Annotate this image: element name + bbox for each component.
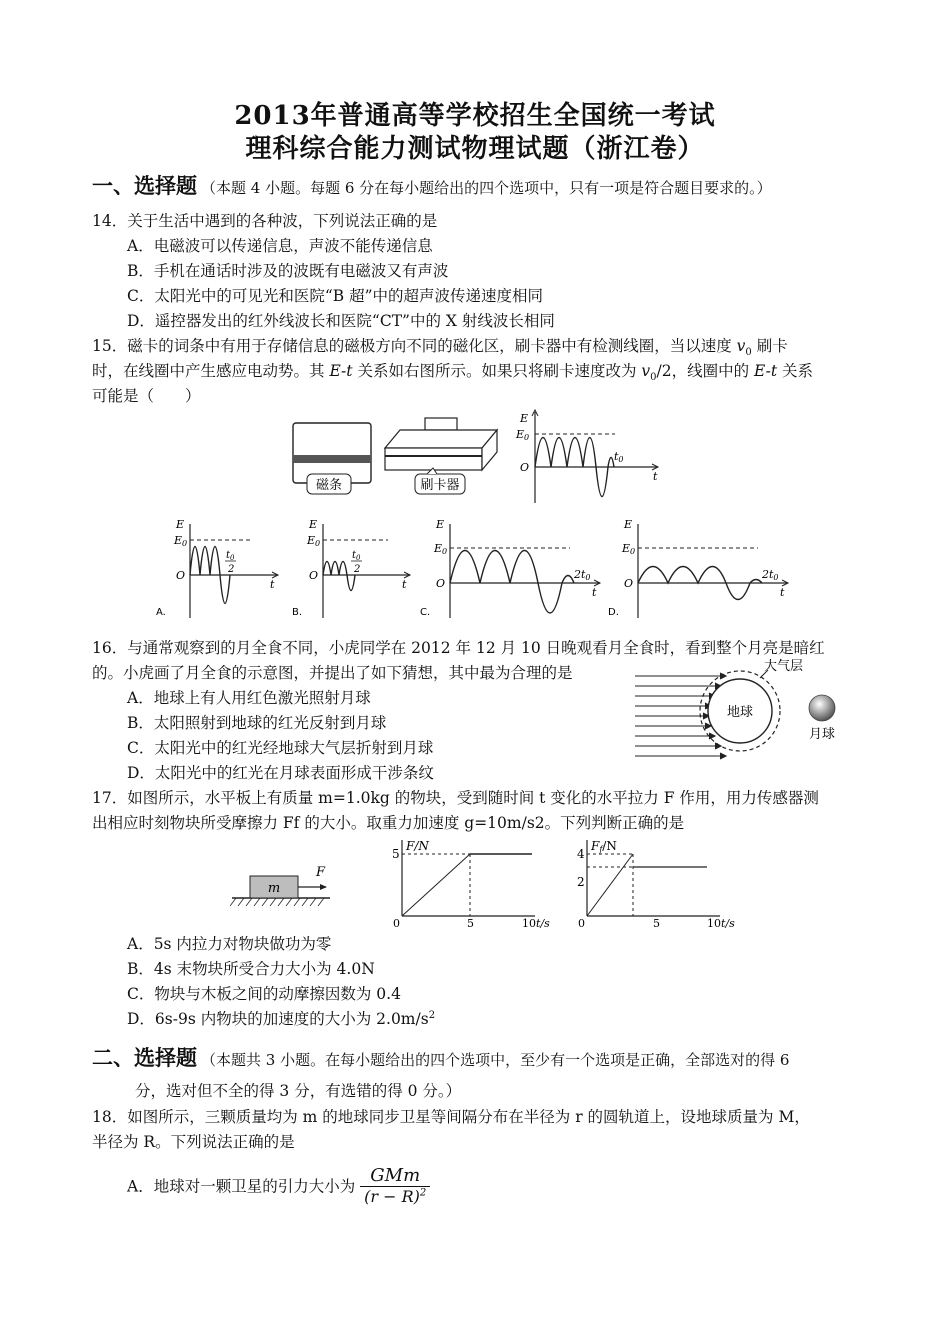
card-reader-icon — [385, 418, 497, 494]
svg-text:t: t — [653, 470, 658, 483]
q17-figures — [230, 836, 750, 928]
moon-icon — [809, 695, 835, 721]
svg-text:t0: $t_0$ — [352, 550, 361, 562]
block-on-board — [230, 865, 330, 906]
svg-text:E0: E0 — [307, 534, 321, 548]
q15-main-figure — [285, 408, 675, 508]
svg-text:E: E — [520, 412, 529, 425]
atmosphere-label: 大气层 — [764, 659, 804, 674]
section-2-heading: 二、选择题 — [92, 1046, 197, 1070]
svg-text:0: 0 — [393, 917, 400, 928]
q15-line-3: 可能是（ ） — [92, 387, 201, 405]
svg-text:0: 0 — [578, 917, 585, 928]
svg-text:t: t — [270, 578, 275, 591]
svg-text:E: E — [176, 518, 185, 531]
svg-text:O: O — [176, 569, 186, 582]
svg-text:2: 2 — [228, 564, 235, 575]
svg-text:5: 5 — [467, 917, 474, 928]
section-2-header — [92, 1042, 789, 1072]
svg-text:t/s: t/s — [536, 917, 550, 928]
svg-text:O: O — [520, 461, 530, 474]
reader-label: 刷卡器 — [420, 478, 460, 493]
svg-text:t: t — [592, 586, 597, 599]
svg-text:10: 10 — [707, 917, 721, 928]
q16-option-c: C．太阳光中的红光经地球大气层折射到月球 — [127, 739, 434, 757]
q15-et-graph — [515, 410, 658, 503]
svg-text:t0: $t_0$ — [226, 550, 235, 562]
section-2-note-2: 分，选对但不全的得 3 分，有选错的得 0 分。） — [135, 1082, 462, 1100]
section-2-note-1: （本题共 3 小题。在每小题给出的四个选项中，至少有一个选项是正确，全部选对的得 6 — [201, 1051, 790, 1069]
q14-option-b: B．手机在通话时涉及的波既有电磁波又有声波 — [127, 262, 449, 280]
section-1-header — [92, 170, 772, 200]
q16-line-2: 的。小虎画了月全食的示意图，并提出了如下猜想，其中最为合理的是 — [92, 664, 573, 682]
section-1-heading: 一、选择题 — [92, 174, 197, 198]
option-label-c: C. — [420, 607, 431, 618]
option-label-d: D. — [608, 607, 619, 618]
svg-text:O: O — [624, 577, 634, 590]
svg-text:t: t — [402, 578, 407, 591]
q16-eclipse-figure — [630, 656, 850, 776]
svg-text:F/N: F/N — [406, 839, 429, 853]
title-line-1: 2013年普通高等学校招生全国统一考试 — [234, 101, 716, 131]
svg-text:5: 5 — [653, 917, 660, 928]
svg-text:2t0: 2t0 — [574, 568, 591, 582]
gravity-fraction: $\frac{\text{GMm}}{(r - R)^2}$ — [360, 1165, 430, 1206]
svg-text:E: E — [436, 518, 445, 531]
moon-label: 月球 — [808, 727, 836, 742]
q18-option-a: A．地球对一颗卫星的引力大小为 $\frac{\text{GMm}}{(r - R)^2}$ — [127, 1165, 430, 1206]
force-label: F — [316, 865, 326, 880]
svg-text:E0: E0 — [434, 542, 448, 556]
q16-option-a: A．地球上有人用红色激光照射月球 — [127, 689, 371, 707]
q16-line-1: 16．与通常观察到的月全食不同，小虎同学在 2012 年 12 月 10 日晚观看月全食时，看到整个月亮是暗红 — [92, 639, 825, 657]
q15-option-graphs — [150, 518, 800, 623]
q15-graph-c — [420, 518, 600, 618]
q15-graph-a — [156, 518, 278, 618]
q16-option-d: D．太阳光中的红光在月球表面形成干涉条纹 — [127, 764, 434, 782]
q18-line-1: 18．如图所示，三颗质量均为 m 的地球同步卫星等间隔分布在半径为 r 的圆轨道上，设地球质量为 M， — [92, 1108, 810, 1126]
svg-text:O: O — [309, 569, 319, 582]
svg-text:2t0: 2t0 — [762, 568, 779, 582]
magnetic-card-icon — [293, 423, 371, 494]
q17-line-2: 出相应时刻物块所受摩擦力 Ff 的大小。取重力加速度 g=10m/s2。下列判断正确的是 — [92, 814, 685, 832]
q15-graph-d — [608, 518, 788, 618]
q17-force-graph — [392, 839, 550, 928]
svg-text:5: 5 — [392, 847, 400, 861]
svg-text:E0: E0 — [516, 428, 530, 442]
svg-text:E: E — [624, 518, 633, 531]
q17-option-a: A．5s 内拉力对物块做功为零 — [127, 935, 332, 953]
svg-text:E: E — [309, 518, 318, 531]
svg-text:4: 4 — [577, 847, 585, 861]
q17-friction-graph — [577, 839, 735, 928]
q18-line-2: 半径为 R。下列说法正确的是 — [92, 1133, 295, 1151]
svg-text:E0: E0 — [622, 542, 636, 556]
svg-text:2: 2 — [354, 564, 361, 575]
card-label: 磁条 — [315, 478, 343, 493]
svg-text:2: 2 — [577, 875, 585, 889]
q14-option-c: C．太阳光中的可见光和医院“B 超”中的超声波传递速度相同 — [127, 287, 544, 305]
svg-text:t/s: t/s — [721, 917, 735, 928]
option-label-a: A. — [156, 607, 166, 618]
svg-text:t0: t0 — [614, 450, 624, 464]
q17-option-c: C．物块与木板之间的动摩擦因数为 0.4 — [127, 985, 401, 1003]
svg-text:t: t — [780, 586, 785, 599]
title-line-2: 理科综合能力测试物理试题（浙江卷） — [245, 134, 705, 164]
q14-stem: 14．关于生活中遇到的各种波，下列说法正确的是 — [92, 212, 438, 230]
block-mass-label: m — [267, 881, 281, 896]
svg-text:O: O — [436, 577, 446, 590]
option-label-b: B. — [292, 607, 303, 618]
q14-option-a: A．电磁波可以传递信息，声波不能传递信息 — [127, 237, 433, 255]
svg-text:10: 10 — [522, 917, 536, 928]
svg-text:E0: E0 — [174, 534, 188, 548]
q16-option-b: B．太阳照射到地球的红光反射到月球 — [127, 714, 387, 732]
q15-line-1: 15．磁卡的词条中有用于存储信息的磁极方向不同的磁化区，刷卡器中有检测线圈，当以速度 $v_0$ 刷卡 — [92, 337, 788, 359]
earth-label: 地球 — [726, 705, 754, 720]
q15-line-2: 时，在线圈中产生感应电动势。其 E-t 关系如右图所示。如果只将刷卡速度改为 $v_0/2$，线圈中的 E-t 关系 — [92, 362, 814, 384]
q17-option-b: B．4s 末物块所受合力大小为 4.0N — [127, 960, 375, 978]
q15-graph-b — [292, 518, 410, 618]
section-1-note: （本题 4 小题。每题 6 分在每小题给出的四个选项中，只有一项是符合题目要求的。） — [201, 179, 772, 197]
q17-line-1: 17．如图所示，水平板上有质量 m=1.0kg 的物块，受到随时间 t 变化的水平拉力 F 作用，用力传感器测 — [92, 789, 819, 807]
q14-option-d: D．遥控器发出的红外线波长和医院“CT”中的 X 射线波长相同 — [127, 312, 555, 330]
q17-option-d: D．6s-9s 内物块的加速度的大小为 $2.0m/s^2$ — [127, 1009, 436, 1028]
svg-text:Ff/N: Ff/N — [591, 839, 617, 854]
